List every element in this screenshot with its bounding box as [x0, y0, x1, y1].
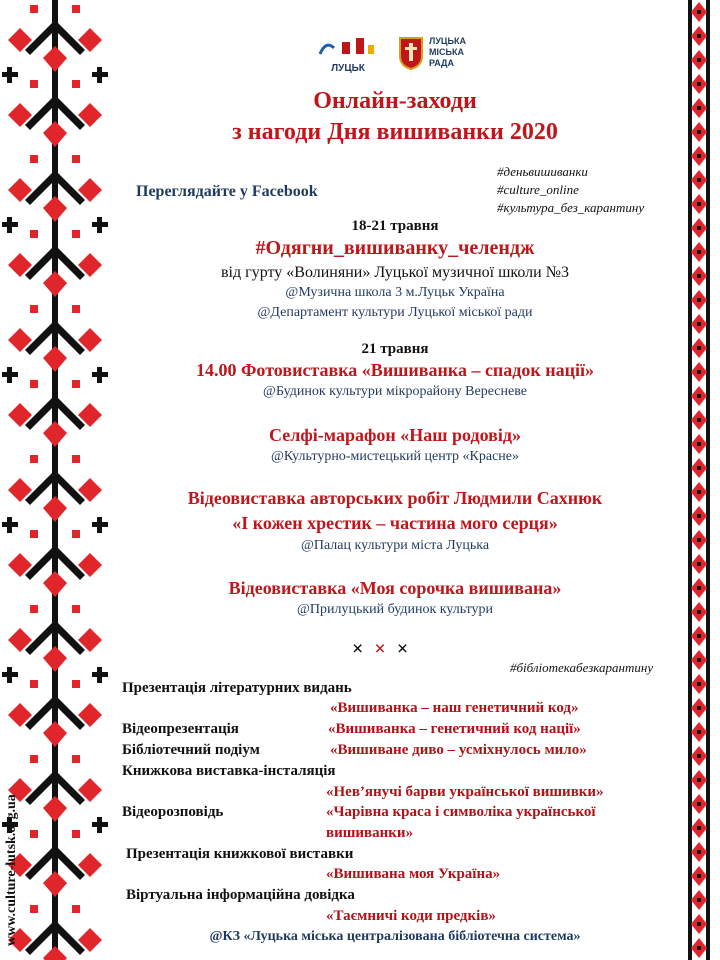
event-title-line-2: «І кожен хрестик – частина мого серця»	[232, 513, 558, 533]
event-date: 18-21 травня	[351, 218, 439, 234]
lutsk-logo-text: ЛУЦЬК	[331, 63, 365, 74]
library-item-title: «Вишиване диво – усміхнулось мило»	[330, 742, 587, 758]
library-item-type: Книжкова виставка-інсталяція	[122, 763, 336, 779]
event-title: 14.00 Фотовиставка «Вишиванка – спадок нації»	[195, 360, 595, 380]
event-page-link[interactable]: @Будинок культури мікрорайону Вересневе	[263, 384, 527, 399]
cross-right-icon: ×	[396, 638, 409, 660]
event-title: #Одягни_вишиванку_челендж	[255, 237, 535, 259]
library-item-type: Бібліотечний подіум	[122, 742, 260, 758]
coat-of-arms-icon	[398, 34, 424, 70]
library-item-type: Віртуальна інформаційна довідка	[126, 887, 355, 903]
lutsk-logo-icon	[316, 36, 380, 58]
event-title: Відеовиставка «Моя сорочка вишивана»	[228, 578, 562, 598]
cross-middle-icon: ×	[374, 638, 386, 660]
watch-note: Переглядайте у Facebook	[136, 183, 318, 200]
cross-divider	[352, 638, 408, 661]
library-hashtag: #бібліотекабезкарантину	[510, 660, 654, 675]
hashtag-1: #деньвишиванки	[497, 164, 588, 179]
library-item-type: Відеопрезентація	[122, 721, 239, 737]
event-page-link[interactable]: @Культурно-мистецький центр «Красне»	[270, 449, 519, 464]
event-page-link[interactable]: @Музична школа 3 м.Луцьк Україна	[285, 285, 505, 300]
library-item-title-line-2: вишиванки»	[326, 825, 414, 841]
hashtag-3: #культура_без_карантину	[497, 200, 645, 215]
library-item-title: «Нев’янучі барви української вишивки»	[326, 784, 604, 800]
event-subtitle: від гурту «Волиняни» Луцької музичної школи №3	[221, 264, 569, 281]
title-line-1: Онлайн-заходи	[313, 88, 477, 114]
event-page-link[interactable]: @Департамент культури Луцької міської ради	[257, 305, 533, 320]
library-item-title: «Вишивана моя Україна»	[326, 866, 501, 882]
event-page-link[interactable]: @Палац культури міста Луцька	[300, 538, 490, 553]
library-item-title: «Вишиванка – генетичний код нації»	[328, 721, 581, 737]
event-page-link[interactable]: @Прилуцький будинок культури	[296, 602, 493, 617]
library-item-type: Презентація літературних видань	[122, 680, 352, 696]
title-line-2: з нагоди Дня вишиванки 2020	[232, 119, 558, 145]
council-logo-text: ЛУЦЬКА МІСЬКА РАДА	[429, 36, 466, 68]
library-item-title: «Таємничі коди предків»	[326, 908, 496, 924]
embroidery-border-right	[688, 0, 710, 960]
side-url: www.culture-lutsk.org.ua	[4, 794, 19, 946]
event-title: Селфі-марафон «Наш родовід»	[269, 425, 521, 445]
event-date: 21 травня	[361, 341, 429, 357]
library-footer-link[interactable]: @КЗ «Луцька міська централізована бібліотечна система»	[209, 929, 581, 944]
hashtag-2: #culture_online	[497, 182, 579, 197]
event-title: Відеовиставка авторських робіт Людмили Сахнюк	[187, 488, 603, 508]
library-item-type: Презентація книжкової виставки	[126, 846, 354, 862]
library-item-title: «Вишиванка – наш генетичний код»	[330, 700, 579, 716]
lutsk-city-logo	[316, 36, 380, 74]
library-item-type: Відеорозповідь	[122, 804, 224, 820]
cross-left-icon: ×	[352, 638, 364, 660]
library-item-title: «Чарівна краса і символіка української	[326, 804, 596, 820]
